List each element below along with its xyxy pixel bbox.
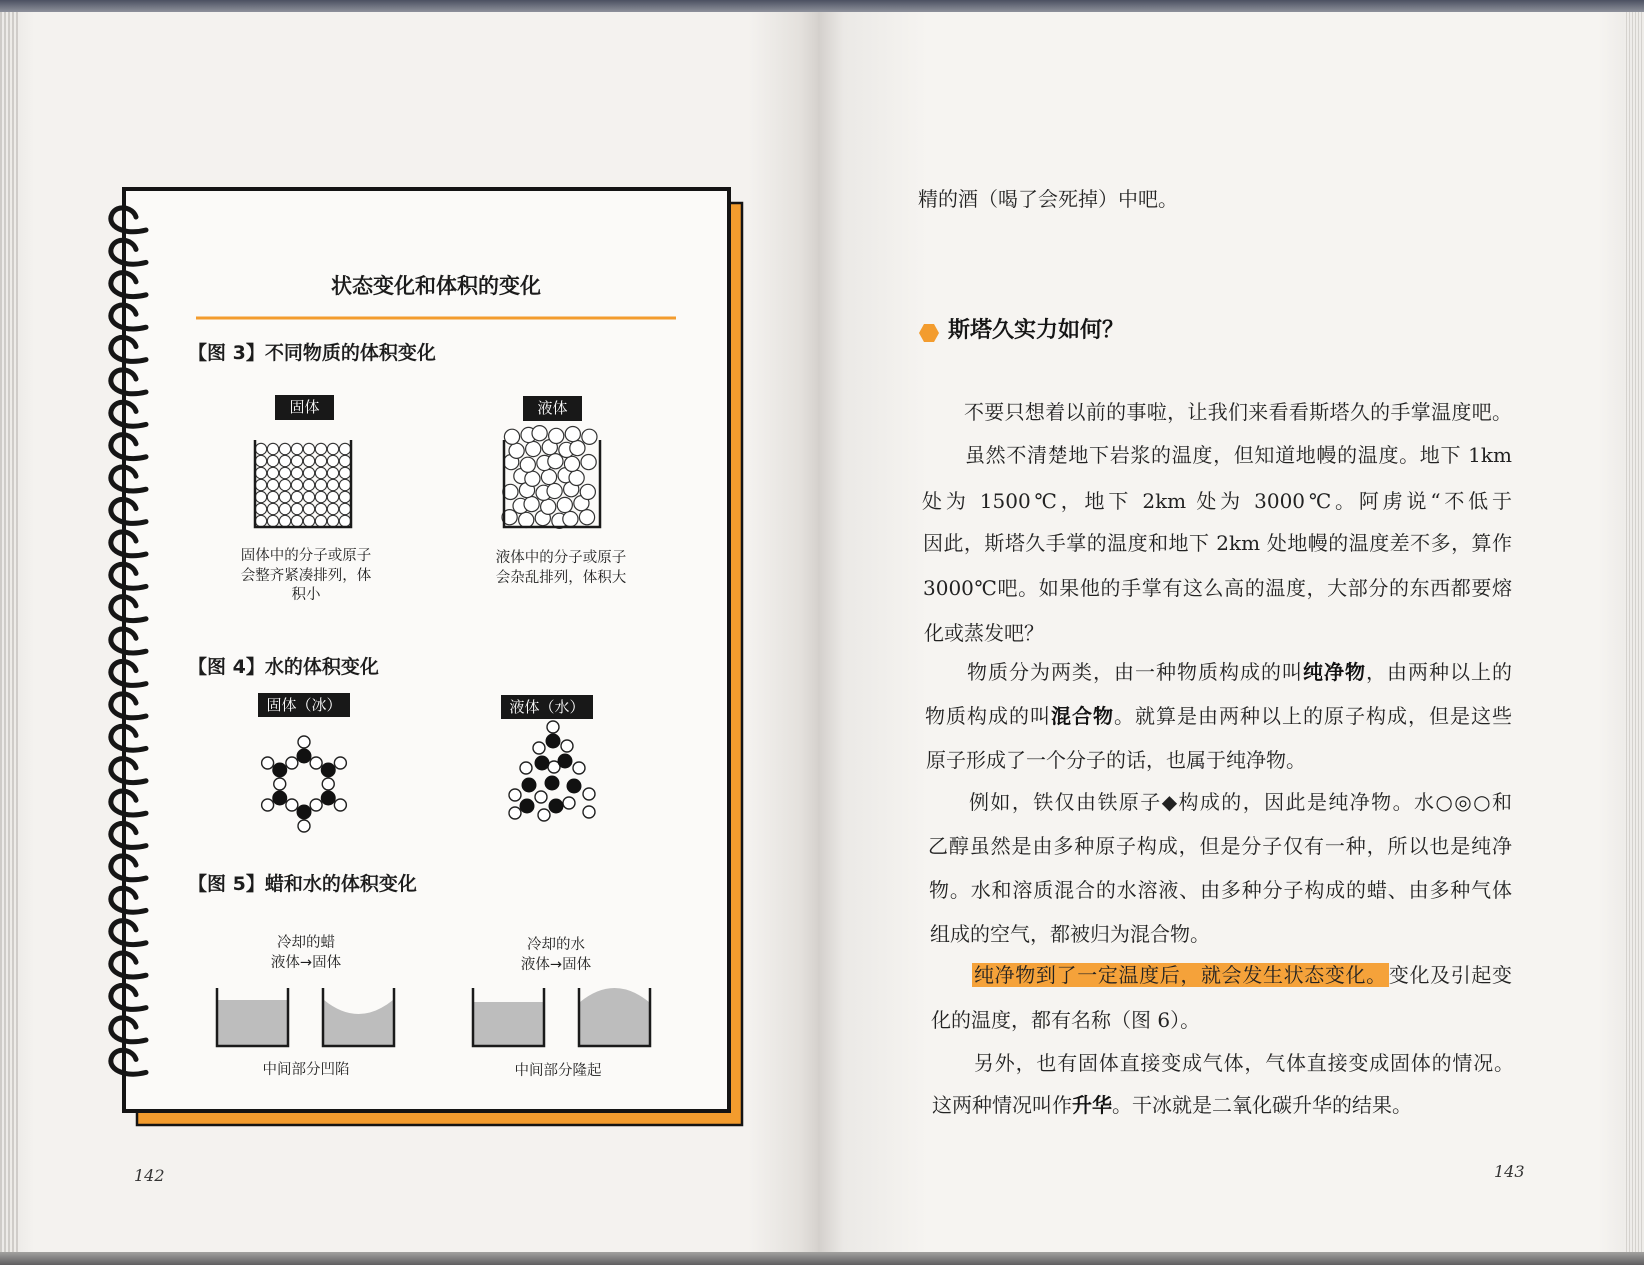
oxygen-atom xyxy=(297,805,312,820)
liquid-particle xyxy=(541,469,556,484)
body-line xyxy=(969,789,1512,815)
liquid-particle xyxy=(581,455,596,470)
text-segment: 原子形成了一个分子的话，也属于纯净物。 xyxy=(926,748,1306,772)
solid-particle xyxy=(279,443,290,454)
solid-particle xyxy=(267,455,278,466)
liquid-particle xyxy=(519,512,534,527)
solid-particle xyxy=(315,515,326,526)
notebook-illustration xyxy=(0,0,818,1265)
liquid-caption xyxy=(481,549,641,588)
term-sublimation: 升华 xyxy=(1072,1093,1112,1117)
oxygen-atom xyxy=(545,776,560,791)
text-segment: 化或蒸发吧？ xyxy=(924,621,1044,645)
solid-particle xyxy=(315,443,326,454)
oxygen-atom xyxy=(321,763,336,778)
solid-particle xyxy=(303,515,314,526)
hydrogen-atom xyxy=(274,778,286,790)
water-liquid-fill xyxy=(474,1002,543,1046)
hydrogen-atom xyxy=(533,742,545,754)
hydrogen-atom xyxy=(535,791,547,803)
liquid-particle xyxy=(580,484,595,499)
liquid-particle xyxy=(579,510,594,525)
solid-particle xyxy=(315,503,326,514)
solid-particle xyxy=(291,455,302,466)
hydrogen-atom xyxy=(322,778,334,790)
solid-particle xyxy=(315,491,326,502)
page-number-left: 142 xyxy=(134,1166,165,1185)
solid-particle xyxy=(255,491,266,502)
text-segment: 例如，铁仅由铁原子◆构成的，因此是纯净物。水○◎○和 xyxy=(969,790,1512,814)
solid-particle xyxy=(291,515,302,526)
solid-particle xyxy=(279,491,290,502)
solid-label: 固体 xyxy=(275,395,334,420)
solid-particle xyxy=(327,491,338,502)
text-segment: 。干冰就是二氧化碳升华的结果。 xyxy=(1112,1093,1412,1117)
caption-line: 液体→固体 xyxy=(270,954,342,971)
liquid-particle xyxy=(548,454,563,469)
hydrogen-atom xyxy=(286,799,298,811)
solid-particle xyxy=(327,455,338,466)
highlighted-sentence: 纯净物到了一定温度后，就会发生状态变化。 xyxy=(974,963,1387,987)
solid-particle xyxy=(327,479,338,490)
solid-particle xyxy=(339,503,350,514)
carryover-line: 精的酒（喝了会死掉）中吧。 xyxy=(918,187,1178,211)
liquid-particle xyxy=(520,457,535,472)
body-line xyxy=(929,877,1512,903)
hydrogen-atom xyxy=(262,757,274,769)
solid-particle xyxy=(267,503,278,514)
text-segment: ，由两种以上的 xyxy=(1366,660,1512,684)
hydrogen-atom xyxy=(334,757,346,769)
body-line xyxy=(923,575,1512,601)
body-line xyxy=(926,747,1496,773)
body-line xyxy=(922,488,1512,514)
oxygen-atom xyxy=(546,734,561,749)
liquid-particle xyxy=(504,429,519,444)
oxygen-atom xyxy=(522,778,537,793)
solid-particle xyxy=(291,503,302,514)
hydrogen-atom xyxy=(561,740,573,752)
solid-particle xyxy=(255,479,266,490)
solid-particle xyxy=(291,479,302,490)
solid-particle xyxy=(339,455,350,466)
solid-particle xyxy=(291,491,302,502)
liquid-particle xyxy=(570,441,585,456)
caption-line: 固体中的分子或原子 xyxy=(240,548,372,564)
oxygen-atom xyxy=(520,799,535,814)
solid-particle xyxy=(315,479,326,490)
hydrogen-atom xyxy=(583,788,595,800)
water-caption xyxy=(476,936,636,975)
hydrogen-atom xyxy=(310,799,322,811)
solid-particle xyxy=(255,467,266,478)
solid-particle xyxy=(327,503,338,514)
solid-particle xyxy=(303,443,314,454)
water-label: 液体（水） xyxy=(501,695,593,719)
solid-particle xyxy=(303,455,314,466)
caption-line: 液体中的分子或原子 xyxy=(495,550,627,566)
liquid-particle xyxy=(526,441,541,456)
solid-particle xyxy=(255,503,266,514)
liquid-particle xyxy=(549,428,564,443)
body-line xyxy=(972,962,1512,988)
solid-particle xyxy=(267,515,278,526)
solid-particle xyxy=(255,455,266,466)
caption-line: 冷却的蜡 xyxy=(277,935,335,951)
text-segment: 物质构成的叫 xyxy=(925,704,1051,728)
text-segment: 物质分为两类，由一种物质构成的叫 xyxy=(967,660,1303,684)
liquid-particle xyxy=(582,429,597,444)
fig5-heading: 【图 5】蜡和水的体积变化 xyxy=(188,873,417,895)
text-segment: 乙醇虽然是由多种原子构成，但是分子仅有一种，所以也是纯净 xyxy=(928,834,1512,858)
text-segment: 3000℃吧。如果他的手掌有这么高的温度，大部分的东西都要熔 xyxy=(923,576,1512,600)
solid-particle xyxy=(303,479,314,490)
caption-line: 冷却的水 xyxy=(527,937,585,953)
oxygen-atom xyxy=(272,763,287,778)
solid-caption xyxy=(226,547,386,606)
page-number-right: 143 xyxy=(1494,1162,1525,1181)
notebook-frame xyxy=(124,189,729,1111)
text-segment: 虽然不清楚地下岩浆的温度，但知道地幔的温度。地下 1km xyxy=(965,443,1512,467)
solid-particle xyxy=(303,467,314,478)
solid-particle xyxy=(339,479,350,490)
hydrogen-atom xyxy=(310,757,322,769)
oxygen-atom xyxy=(272,791,287,806)
liquid-particle xyxy=(564,456,579,471)
hydrogen-atom xyxy=(286,757,298,769)
solid-particle xyxy=(303,491,314,502)
hydrogen-atom xyxy=(334,799,346,811)
hydrogen-atom xyxy=(262,799,274,811)
text-segment: 。就算是由两种以上的原子构成，但是这些 xyxy=(1114,704,1512,728)
body-line xyxy=(974,1050,1514,1076)
hydrogen-atom xyxy=(298,736,310,748)
solid-particle xyxy=(255,515,266,526)
solid-particle xyxy=(267,479,278,490)
page-edges-right xyxy=(1624,10,1644,1255)
solid-particle xyxy=(327,515,338,526)
oxygen-atom xyxy=(321,791,336,806)
solid-particle xyxy=(315,455,326,466)
hydrogen-atom xyxy=(509,807,521,819)
body-line xyxy=(967,659,1512,685)
solid-particle xyxy=(339,443,350,454)
liquid-particle xyxy=(557,497,572,512)
solid-particle xyxy=(267,467,278,478)
liquid-particle xyxy=(541,499,556,514)
solid-particle xyxy=(315,467,326,478)
text-segment: 不要只想着以前的事啦，让我们来看看斯塔久的手掌温度吧。 xyxy=(964,400,1512,424)
body-line xyxy=(923,530,1512,556)
ice-label: 固体（冰） xyxy=(258,693,350,717)
section-heading: 斯塔久实力如何？ xyxy=(948,318,1125,343)
liquid-particle xyxy=(563,511,578,526)
liquid-particle xyxy=(525,471,540,486)
oxygen-atom xyxy=(535,756,550,771)
caption-line: 液体→固体 xyxy=(520,956,592,973)
caption-line: 会杂乱排列，体积大 xyxy=(495,569,627,586)
solid-particle xyxy=(339,467,350,478)
hydrogen-atom xyxy=(520,762,532,774)
liquid-particles xyxy=(502,426,597,529)
solid-particle xyxy=(279,455,290,466)
water-solid-fill xyxy=(580,988,649,1046)
box-title: 状态变化和体积的变化 xyxy=(331,274,541,298)
liquid-label: 液体 xyxy=(523,396,582,421)
solid-particle xyxy=(279,479,290,490)
term-pure-substance: 纯净物 xyxy=(1303,660,1366,684)
hydrogen-atom xyxy=(538,809,550,821)
wax-liquid-fill xyxy=(218,1000,287,1046)
caption-line: 会整齐紧凑排列，体 xyxy=(240,567,372,584)
solid-particle xyxy=(339,491,350,502)
hydrogen-atom xyxy=(563,797,575,809)
text-segment: 这两种情况叫作 xyxy=(932,1093,1072,1117)
text-segment: 处为 1500℃，地下 2km 处为 3000℃。阿虏说“不低于 xyxy=(922,489,1512,513)
liquid-particle xyxy=(569,470,584,485)
text-segment: 变化及引起变 xyxy=(1388,963,1512,987)
solid-particle xyxy=(279,503,290,514)
oxygen-atom xyxy=(549,799,564,814)
wax-caption xyxy=(226,934,386,973)
body-line xyxy=(931,1007,1501,1033)
solid-particle xyxy=(327,443,338,454)
body-line xyxy=(928,833,1512,859)
oxygen-atom xyxy=(558,754,573,769)
liquid-particle xyxy=(532,426,547,441)
hydrogen-atom xyxy=(298,820,310,832)
solid-particle xyxy=(267,491,278,502)
solid-particle xyxy=(291,467,302,478)
solid-particle xyxy=(291,443,302,454)
body-line xyxy=(965,442,1512,468)
text-segment: 物。水和溶质混合的水溶液、由多种分子构成的蜡、由多种气体 xyxy=(929,878,1512,902)
oxygen-atom xyxy=(297,749,312,764)
body-line xyxy=(925,703,1512,729)
solid-particle xyxy=(255,443,266,454)
solid-particle xyxy=(303,503,314,514)
hydrogen-atom xyxy=(583,806,595,818)
text-segment: 另外，也有固体直接变成气体，气体直接变成固体的情况。 xyxy=(974,1051,1514,1075)
fig3-heading: 【图 3】不同物质的体积变化 xyxy=(188,342,436,364)
body-line xyxy=(964,399,1512,425)
liquid-particle xyxy=(547,483,562,498)
text-segment: 化的温度，都有名称（图 6）。 xyxy=(931,1008,1201,1032)
solid-particle xyxy=(339,515,350,526)
hydrogen-atom xyxy=(573,762,585,774)
solid-particle xyxy=(279,467,290,478)
body-line xyxy=(930,921,1500,947)
text-segment: 组成的空气，都被归为混合物。 xyxy=(930,922,1210,946)
hydrogen-atom xyxy=(509,789,521,801)
liquid-particle xyxy=(565,427,580,442)
body-line xyxy=(924,620,1494,646)
caption-line: 积小 xyxy=(291,587,321,604)
wax-result-caption: 中间部分凹陷 xyxy=(262,1062,350,1078)
liquid-particle xyxy=(509,443,524,458)
fig4-heading: 【图 4】水的体积变化 xyxy=(188,656,379,678)
oxygen-atom xyxy=(567,779,582,794)
body-line xyxy=(932,1092,1502,1118)
text-segment: 因此，斯塔久手掌的温度和地下 2km 处地幔的温度差不多，算作 xyxy=(923,531,1512,555)
solid-particle xyxy=(279,515,290,526)
hydrogen-atom xyxy=(547,721,559,733)
hexagon-bullet-icon xyxy=(919,323,939,343)
liquid-particle xyxy=(524,497,539,512)
water-result-caption: 中间部分隆起 xyxy=(514,1063,602,1079)
solid-particle xyxy=(267,443,278,454)
term-mixture: 混合物 xyxy=(1051,704,1114,728)
solid-particle xyxy=(327,467,338,478)
